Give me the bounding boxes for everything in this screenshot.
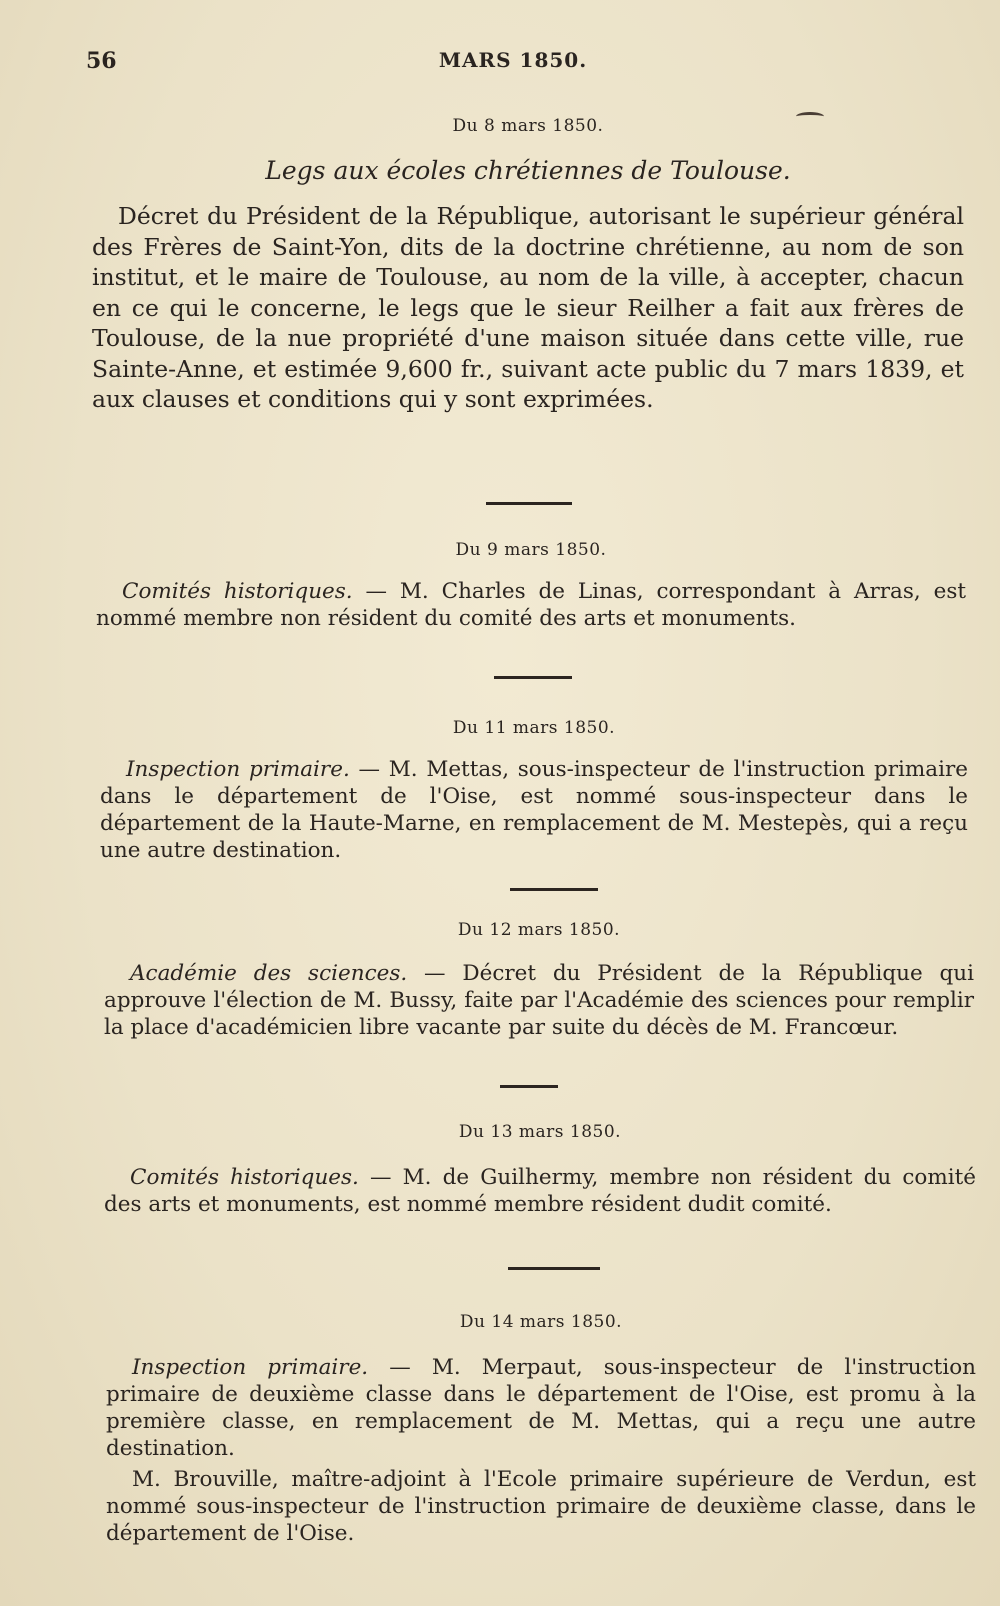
section-date: Du 8 mars 1850. xyxy=(452,116,604,136)
section-text: — Décret du Président de la République qui approuve l'élection de M. Bussy, faite par l'Académie des sciences pour remplir la place d'académicien libre vacante par suite du décès de M. Francœur. xyxy=(104,961,974,1040)
section-title: Legs aux écoles chrétiennes de Toulouse. xyxy=(265,156,791,185)
decree-section-2 xyxy=(96,540,966,632)
section-paragraph xyxy=(104,1164,976,1218)
decree-section-3 xyxy=(100,718,968,864)
page-number: 56 xyxy=(86,48,117,74)
page-header xyxy=(86,48,940,78)
separator-rule xyxy=(508,1267,600,1270)
section-text: — M. Charles de Linas, correspondant à Arras, est nommé membre non résident du comité des arts et monuments. xyxy=(96,579,966,631)
section-date: Du 11 mars 1850. xyxy=(452,718,616,738)
running-head: MARS 1850. xyxy=(438,48,588,72)
separator-rule xyxy=(494,676,572,679)
separator-rule xyxy=(486,502,572,505)
section-paragraph xyxy=(96,578,966,632)
separator-rule xyxy=(510,888,598,891)
section-paragraph xyxy=(104,960,974,1041)
section-lead: Comités historiques. xyxy=(130,1165,359,1190)
section-text: — M. de Guilhermy, membre non résident du comité des arts et monuments, est nommé membre résident dudit comité. xyxy=(104,1165,977,1217)
section-paragraph: Décret du Président de la République, autorisant le supérieur général des Frères de Saint-Yon, dits de la doctrine chrétienne, au nom de son institut, et le maire de Toulouse, au nom de la ville, à accepter, chacun en ce qui le concerne, le legs que le sieur Reilher a fait aux frères de Toulouse, de la nue propriété d'une maison située dans cette ville, rue Sainte-Anne, et estimée 9,600 fr., suivant acte public du 7 mars 1839, et aux clauses et conditions qui y sont exprimées. xyxy=(92,202,964,413)
section-date: Du 13 mars 1850. xyxy=(458,1122,622,1142)
separator-rule xyxy=(500,1085,558,1088)
section-lead: Inspection primaire. xyxy=(126,757,350,782)
section-paragraph: M. Brouville, maître-adjoint à l'Ecole primaire supérieure de Verdun, est nommé sous-inspecteur de l'instruction primaire de deuxième classe, dans le département de l'Oise. xyxy=(106,1467,976,1546)
section-date: Du 12 mars 1850. xyxy=(457,920,621,940)
section-date: Du 14 mars 1850. xyxy=(459,1312,623,1332)
section-paragraph xyxy=(100,756,968,864)
decree-section-1 xyxy=(92,116,964,415)
section-lead: Académie des sciences. xyxy=(130,961,408,986)
decree-section-5 xyxy=(104,1122,976,1218)
section-text: — M. Mettas, sous-inspecteur de l'instruction primaire dans le département de l'Oise, est nommé sous-inspecteur dans le département de la Haute-Marne, en remplacement de M. Mestepès, qui a reçu une autre destination. xyxy=(100,757,968,863)
section-paragraph xyxy=(106,1354,976,1462)
section-lead: Inspection primaire. xyxy=(132,1355,369,1380)
section-date: Du 9 mars 1850. xyxy=(455,540,607,560)
section-text: — M. Merpaut, sous-inspecteur de l'instruction primaire de deuxième classe dans le département de l'Oise, est promu à la première classe, en remplacement de M. Mettas, qui a reçu une autre destination. xyxy=(106,1355,976,1461)
decree-section-4 xyxy=(104,920,974,1041)
section-lead: Comités historiques. xyxy=(122,579,353,604)
decree-section-6 xyxy=(106,1312,976,1547)
